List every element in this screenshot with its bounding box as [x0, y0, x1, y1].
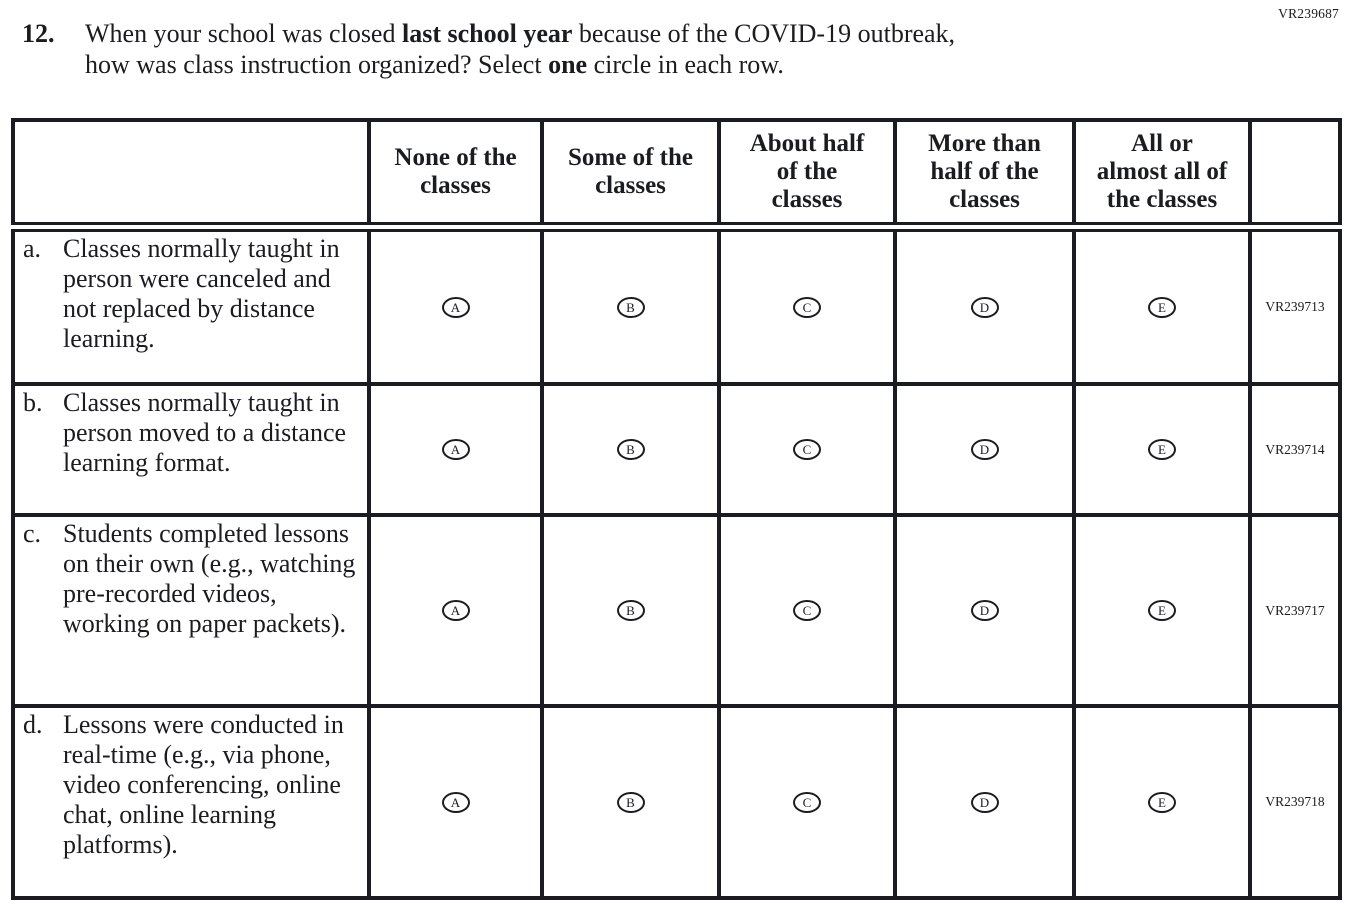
header-line: almost all of: [1096, 158, 1228, 185]
option-letter: B: [626, 299, 635, 315]
row-statement: Classes normally taught in person moved to a distance learning format.: [63, 388, 347, 477]
option-letter: B: [626, 442, 635, 457]
header-all-or-almost-all: [1074, 120, 1250, 227]
option-circle-b[interactable]: [617, 439, 645, 460]
option-cell: [719, 227, 895, 384]
option-circle-a[interactable]: [442, 600, 470, 621]
option-cell: [542, 515, 719, 706]
option-circle-b[interactable]: [617, 792, 645, 813]
option-circle-d[interactable]: [971, 600, 999, 621]
option-cell: [1074, 384, 1250, 515]
row-code: VR239714: [1250, 384, 1340, 515]
option-cell: [895, 515, 1074, 706]
option-circle-a[interactable]: [442, 792, 470, 813]
option-circle-c[interactable]: [793, 792, 821, 813]
option-cell: [719, 706, 895, 898]
option-letter: E: [1158, 794, 1166, 810]
option-letter: B: [626, 794, 635, 810]
header-line: None of the: [394, 144, 517, 171]
header-some-of-classes: [542, 120, 719, 227]
option-letter: E: [1158, 442, 1166, 457]
row-letter: a.: [23, 234, 42, 263]
header-line: classes: [771, 186, 843, 213]
option-circle-e[interactable]: [1148, 792, 1176, 813]
option-letter: D: [979, 299, 990, 315]
header-line: classes: [420, 172, 491, 199]
header-line: the classes: [1106, 186, 1218, 213]
statement-cell: [13, 384, 369, 515]
header-line: All or: [1131, 130, 1193, 157]
question-number: 12.: [22, 19, 55, 48]
option-circle-b[interactable]: [617, 297, 645, 318]
option-letter: D: [979, 442, 990, 457]
statement-cell: [13, 706, 369, 898]
row-statement: Students completed lessons on their own (e.g., watching pre-recorded videos, working on paper packets).: [63, 519, 356, 638]
option-cell: [369, 515, 542, 706]
header-more-than-half: [895, 120, 1074, 227]
header-row: [13, 120, 1340, 227]
option-letter: D: [979, 603, 990, 618]
option-circle-c[interactable]: [793, 439, 821, 460]
option-circle-a[interactable]: [442, 297, 470, 318]
statement-cell: [13, 227, 369, 384]
header-line: About half: [749, 130, 865, 157]
option-circle-e[interactable]: [1148, 439, 1176, 460]
response-grid: [11, 118, 1342, 900]
option-circle-c[interactable]: [793, 600, 821, 621]
option-cell: [895, 384, 1074, 515]
option-letter: A: [450, 794, 461, 810]
option-cell: [1074, 227, 1250, 384]
option-letter: A: [450, 603, 461, 618]
question-text-segment: circle in each row.: [587, 50, 784, 79]
option-letter: A: [450, 299, 461, 315]
header-line: classes: [595, 172, 666, 199]
code-column-header: [1250, 120, 1340, 227]
option-letter: C: [802, 794, 812, 810]
option-letter: E: [1158, 603, 1166, 618]
row-letter: c.: [23, 519, 42, 548]
option-letter: C: [802, 299, 812, 315]
option-cell: [542, 706, 719, 898]
question-text: [85, 18, 955, 80]
option-cell: [369, 706, 542, 898]
question-bold-text: one: [548, 50, 588, 79]
option-circle-c[interactable]: [793, 297, 821, 318]
option-cell: [369, 384, 542, 515]
header-line: classes: [949, 186, 1020, 213]
table-row-b: [13, 384, 1340, 515]
row-letter: d.: [23, 710, 43, 739]
option-circle-e[interactable]: [1148, 600, 1176, 621]
question-line-1: [85, 18, 955, 49]
row-code: VR239717: [1250, 515, 1340, 706]
form-code: VR239687: [1278, 6, 1339, 21]
option-cell: [719, 384, 895, 515]
option-letter: E: [1158, 299, 1166, 315]
option-cell: [369, 227, 542, 384]
header-line: Some of the: [568, 144, 693, 171]
table-row-c: [13, 515, 1340, 706]
header-about-half: [719, 120, 895, 227]
question-text-segment: because of the COVID-19 outbreak,: [572, 19, 956, 48]
question-text-segment: When your school was closed: [85, 19, 402, 48]
table-row-a: [13, 227, 1340, 384]
header-line: half of the: [930, 158, 1039, 185]
question-bold-text: last school year: [401, 19, 573, 48]
option-letter: D: [979, 794, 990, 810]
option-letter: C: [802, 603, 812, 618]
option-circle-e[interactable]: [1148, 297, 1176, 318]
row-statement: Lessons were conducted in real-time (e.g., via phone, video conferencing, online chat, online learning platforms).: [63, 710, 344, 859]
question-text-segment: how was class instruction organized? Select: [85, 50, 549, 79]
option-cell: [542, 227, 719, 384]
option-cell: [542, 384, 719, 515]
question: [22, 18, 1202, 80]
option-circle-b[interactable]: [617, 600, 645, 621]
row-code: VR239713: [1250, 227, 1340, 384]
option-cell: [1074, 706, 1250, 898]
option-cell: [1074, 515, 1250, 706]
option-circle-d[interactable]: [971, 439, 999, 460]
row-code: VR239718: [1250, 706, 1340, 898]
header-line: of the: [776, 158, 838, 185]
row-letter: b.: [23, 388, 43, 417]
option-letter: A: [450, 442, 461, 457]
option-cell: [895, 227, 1074, 384]
option-circle-d[interactable]: [971, 792, 999, 813]
statement-cell: [13, 515, 369, 706]
question-line-2: [85, 49, 955, 80]
option-letter: C: [802, 442, 812, 457]
option-cell: [719, 515, 895, 706]
statement-column-header: [13, 120, 369, 227]
header-line: More than: [928, 130, 1041, 157]
header-none-of-classes: [369, 120, 542, 227]
option-circle-a[interactable]: [442, 439, 470, 460]
option-cell: [895, 706, 1074, 898]
row-statement: Classes normally taught in person were canceled and not replaced by distance learning.: [63, 234, 340, 353]
option-letter: B: [626, 603, 635, 618]
table-row-d: [13, 706, 1340, 898]
option-circle-d[interactable]: [971, 297, 999, 318]
